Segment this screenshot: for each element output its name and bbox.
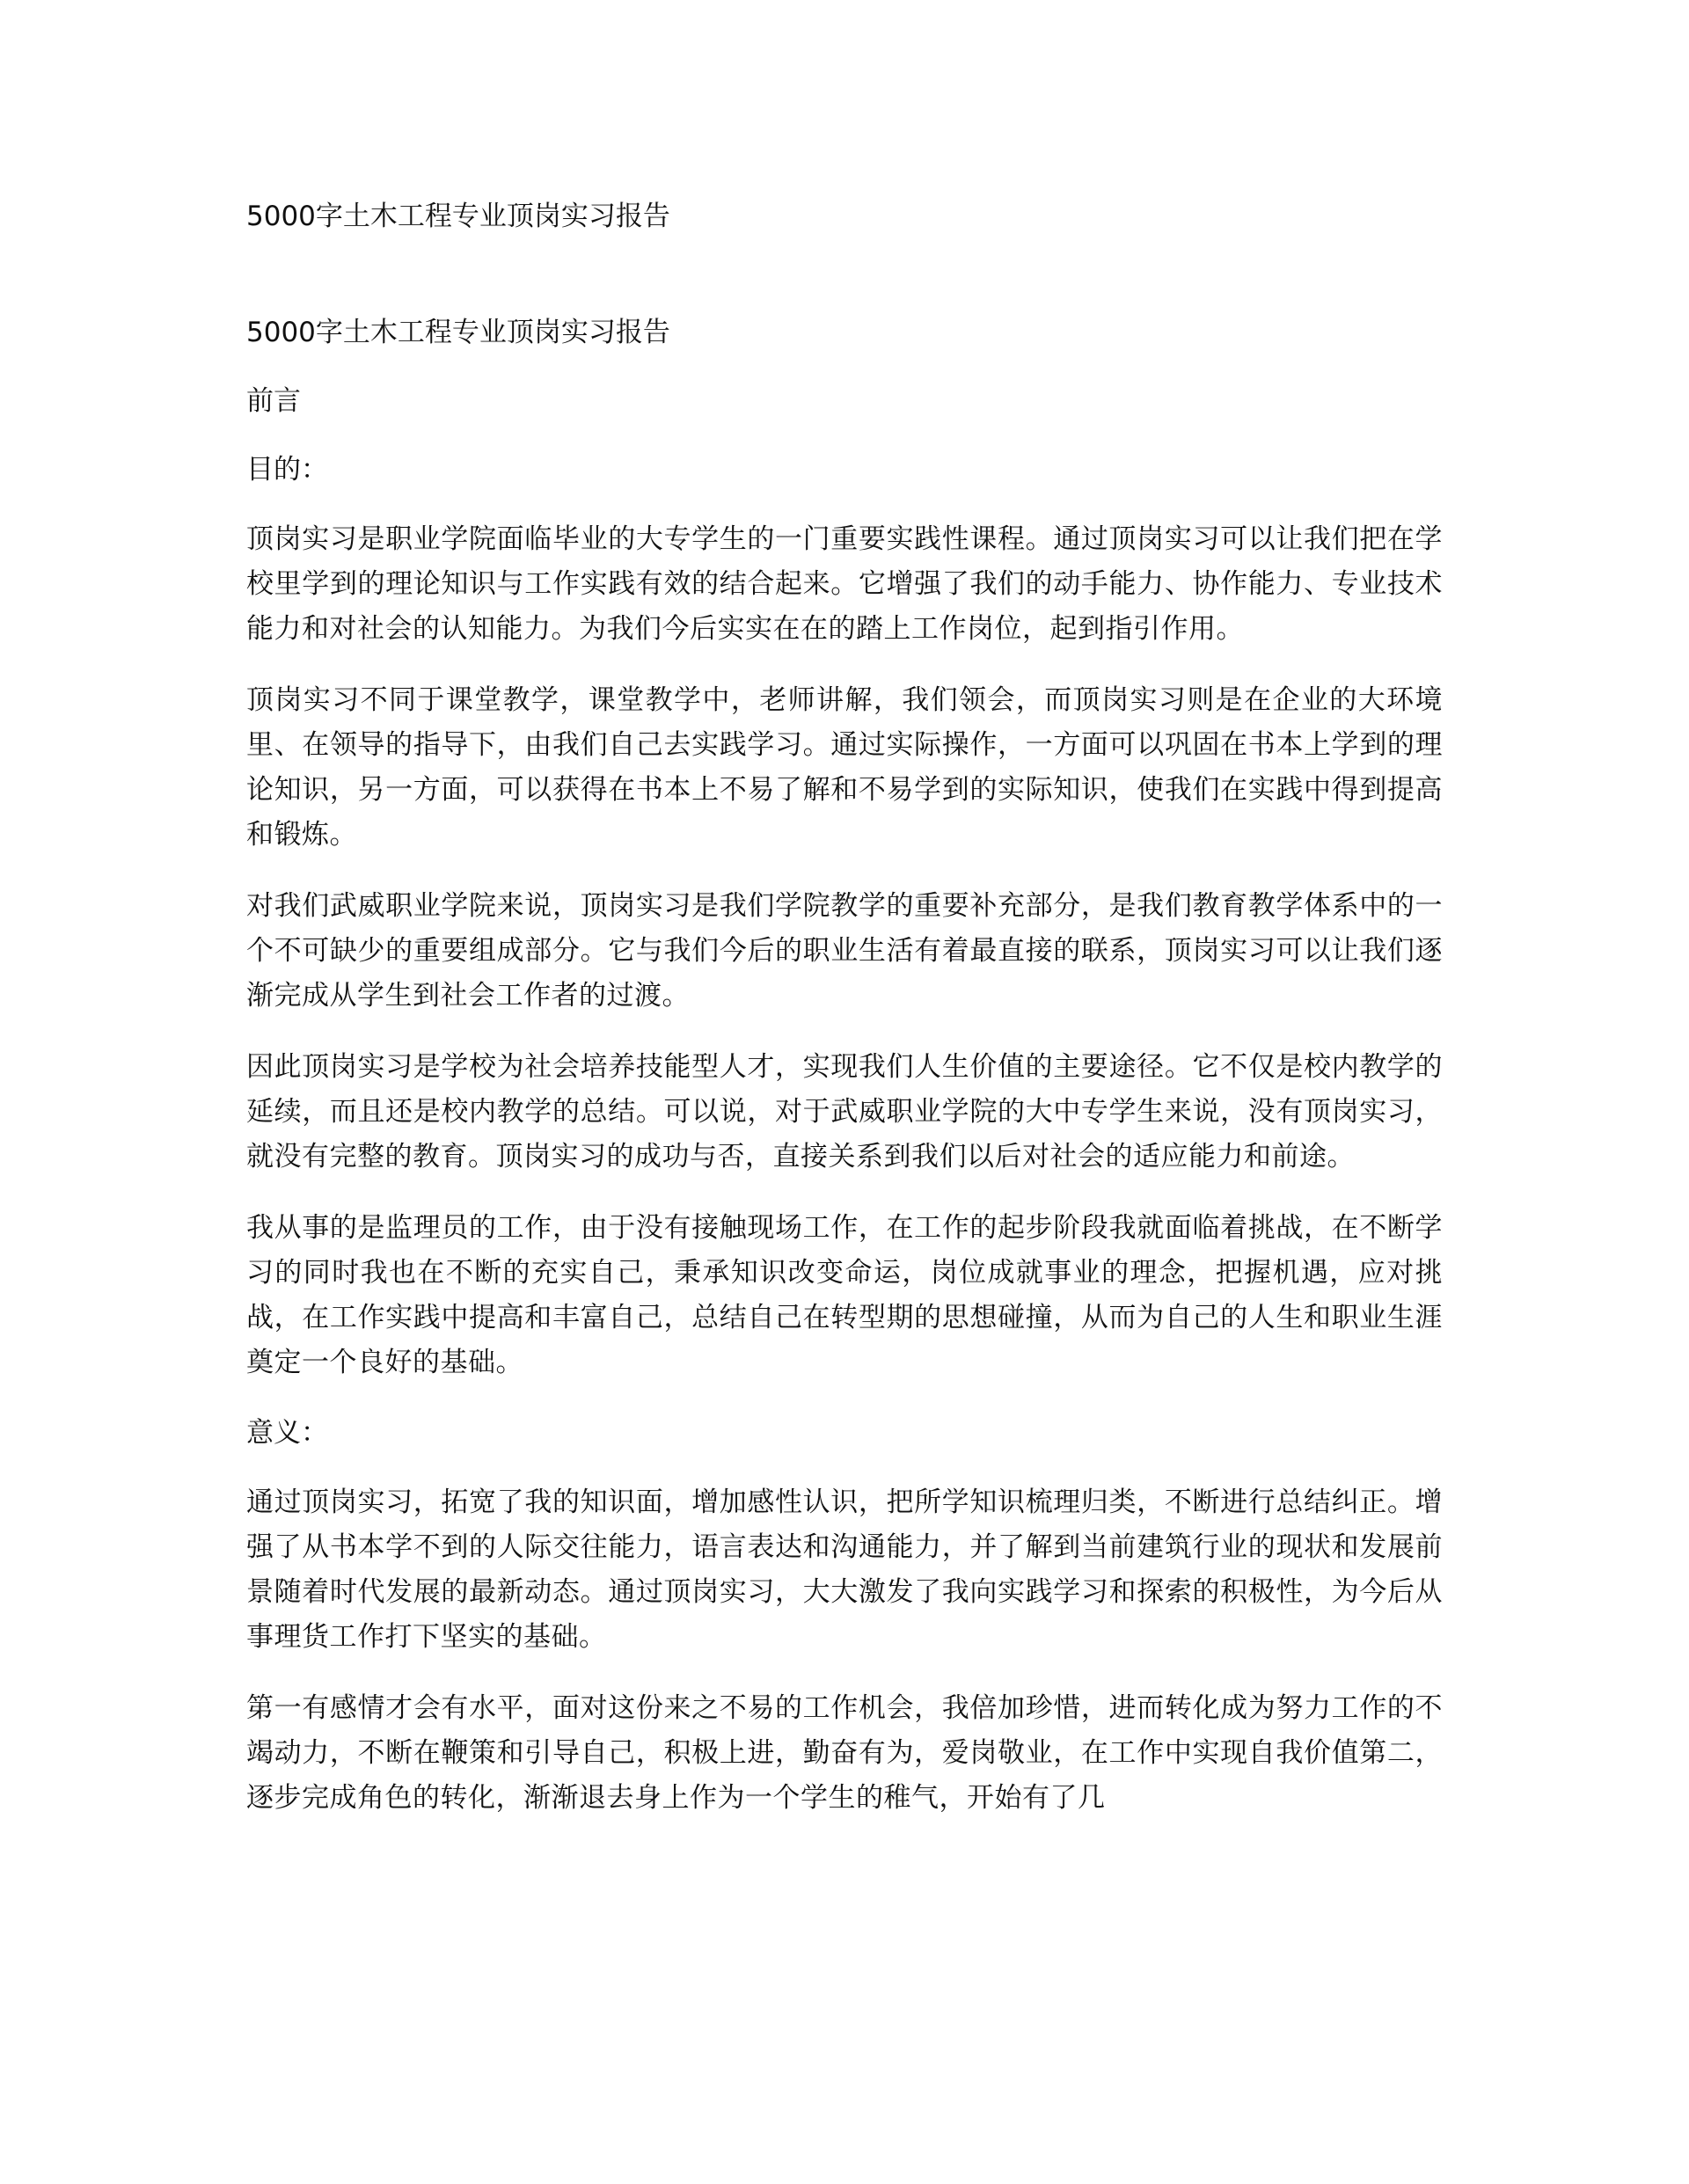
preface-heading: 前言 — [246, 385, 301, 417]
meaning-heading: 意义： — [246, 1417, 328, 1449]
paragraph: 第一有感情才会有水平，面对这份来之不易的工作机会，我倍加珍惜，进而转化成为努力工作的不竭动力，不断在鞭策和引导自己，积极上进，勤奋有为，爱岗敬业，在工作中实现自我价值第二，逐步完成角色的转化，渐渐退去身上作为一个学生的稚气，开始有了几 — [246, 1692, 1443, 1814]
paragraph: 对我们武威职业学院来说，顶岗实习是我们学院教学的重要补充部分，是我们教育教学体系中的一个不可缺少的重要组成部分。它与我们今后的职业生活有着最直接的联系，顶岗实习可以让我们逐渐完成从学生到社会工作者的过渡。 — [246, 890, 1443, 1012]
document-subtitle: 5000字土木工程专业顶岗实习报告 — [246, 317, 670, 348]
paragraph: 我从事的是监理员的工作，由于没有接触现场工作，在工作的起步阶段我就面临着挑战，在不断学习的同时我也在不断的充实自己，秉承知识改变命运，岗位成就事业的理念，把握机遇，应对挑战，在工作实践中提高和丰富自己，总结自己在转型期的思想碰撞，从而为自己的人生和职业生涯奠定一个良好的基础。 — [246, 1212, 1443, 1378]
paragraph: 因此顶岗实习是学校为社会培养技能型人才，实现我们人生价值的主要途径。它不仅是校内教学的延续，而且还是校内教学的总结。可以说，对于武威职业学院的大中专学生来说，没有顶岗实习，就没有完整的教育。顶岗实习的成功与否，直接关系到我们以后对社会的适应能力和前途。 — [246, 1051, 1443, 1172]
paragraph: 顶岗实习不同于课堂教学，课堂教学中，老师讲解，我们领会，而顶岗实习则是在企业的大环境里、在领导的指导下，由我们自己去实践学习。通过实际操作，一方面可以巩固在书本上学到的理论知识，另一方面，可以获得在书本上不易了解和不易学到的实际知识，使我们在实践中得到提高和锻炼。 — [246, 684, 1443, 851]
document-title: 5000字土木工程专业顶岗实习报告 — [246, 201, 670, 232]
purpose-heading: 目的： — [246, 454, 328, 486]
document-body — [246, 195, 1443, 1821]
paragraph: 顶岗实习是职业学院面临毕业的大专学生的一门重要实践性课程。通过顶岗实习可以让我们把在学校里学到的理论知识与工作实践有效的结合起来。它增强了我们的动手能力、协作能力、专业技术能力和对社会的认知能力。为我们今后实实在在的踏上工作岗位，起到指引作用。 — [246, 523, 1443, 645]
paragraph: 通过顶岗实习，拓宽了我的知识面，增加感性认识，把所学知识梳理归类，不断进行总结纠正。增强了从书本学不到的人际交往能力，语言表达和沟通能力，并了解到当前建筑行业的现状和发展前景随着时代发展的最新动态。通过顶岗实习，大大激发了我向实践学习和探索的积极性，为今后从事理货工作打下坚实的基础。 — [246, 1486, 1443, 1653]
